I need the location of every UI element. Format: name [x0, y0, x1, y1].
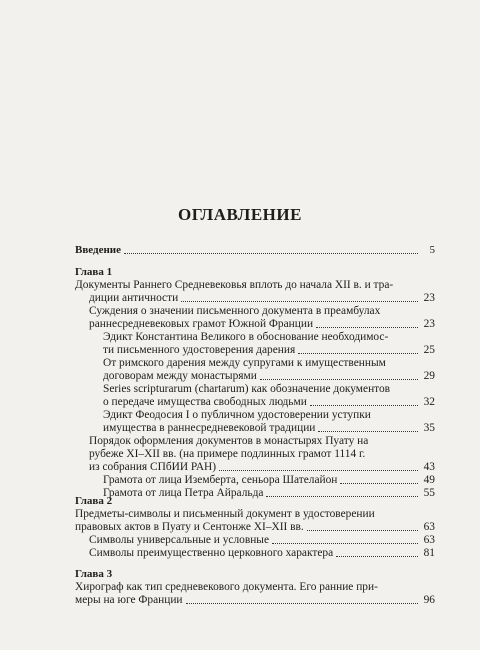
chapter-title-line: Предметы-символы и письменный документ в удостоверении: [75, 508, 375, 520]
chapter-heading: Глава 2: [75, 495, 113, 507]
entry-label: диции античности: [89, 292, 179, 304]
page-number: 81: [423, 547, 435, 559]
toc-entry: [75, 244, 435, 257]
toc-entry: [75, 344, 435, 357]
dot-leader: [316, 327, 418, 328]
page-title: ОГЛАВЛЕНИЕ: [178, 205, 302, 224]
entry-label: Символы универсальные и условные: [89, 534, 270, 546]
page-number: 29: [423, 370, 435, 382]
page-number: 32: [423, 396, 435, 408]
toc-entry: [75, 547, 435, 560]
dot-leader: [336, 556, 418, 557]
toc-chapter-1: [75, 266, 435, 500]
section-line: Series scripturarum (chartarum) как обозначение документов: [103, 383, 391, 395]
page-number: 63: [423, 521, 435, 533]
dot-leader: [307, 530, 418, 531]
section-line: От римского дарения между супругами к имущественным: [103, 357, 386, 369]
entry-label: ти письменного удостоверения дарения: [103, 344, 296, 356]
dot-leader: [298, 353, 418, 354]
entry-label: правовых актов в Пуату и Сентонже XI–XII вв.: [75, 521, 304, 533]
page-number: 23: [423, 318, 435, 330]
dot-leader: [186, 603, 418, 604]
dot-leader: [219, 470, 418, 471]
toc-entry: [75, 521, 435, 534]
entry-label: Грамота от лица Петра Айральда: [103, 487, 264, 499]
dot-leader: [124, 253, 418, 254]
dot-leader: [310, 405, 418, 406]
chapter-heading: Глава 3: [75, 568, 113, 580]
section-line: Суждения о значении письменного документа в преамбулах: [89, 305, 381, 317]
page-number: 55: [423, 487, 435, 499]
toc-entry: [75, 474, 435, 487]
toc-intro: [75, 244, 435, 257]
dot-leader: [181, 301, 418, 302]
dot-leader: [318, 431, 418, 432]
dot-leader: [260, 379, 418, 380]
toc-entry: [75, 534, 435, 547]
section-line: Эдикт Феодосия I о публичном удостоверении уступки: [103, 409, 371, 421]
page-number: 63: [423, 534, 435, 546]
toc-entry: [75, 370, 435, 383]
dot-leader: [272, 543, 418, 544]
page-number: 35: [423, 422, 435, 434]
entry-label: Символы преимущественно церковного характера: [89, 547, 334, 559]
page-number: 23: [423, 292, 435, 304]
toc-entry: [75, 594, 435, 607]
toc-chapter-2: [75, 495, 435, 560]
toc-entry: [75, 461, 435, 474]
toc-entry: [75, 422, 435, 435]
page-number: 43: [423, 461, 435, 473]
page-number: 25: [423, 344, 435, 356]
entry-label: меры на юге Франции: [75, 594, 183, 606]
toc-entry: [75, 292, 435, 305]
section-line: рубеже XI–XII вв. (на примере подлинных грамот 1114 г.: [89, 448, 366, 460]
toc-chapter-3: [75, 568, 435, 607]
page-number: 96: [423, 594, 435, 606]
entry-label: о передаче имущества свободных людьми: [103, 396, 307, 408]
entry-label: договорам между монастырями: [103, 370, 257, 382]
chapter-title-line: Хирограф как тип средневекового документа. Его ранние при-: [75, 581, 378, 593]
section-line: Порядок оформления документов в монастырях Пуату на: [89, 435, 369, 447]
page-number: 5: [429, 244, 435, 256]
dot-leader: [340, 483, 418, 484]
section-line: Эдикт Константина Великого в обоснование необходимос-: [103, 331, 389, 343]
entry-label: Грамота от лица Иземберта, сеньора Шателайон: [103, 474, 338, 486]
page-number: 49: [423, 474, 435, 486]
chapter-title-line: Документы Раннего Средневековья вплоть до начала XII в. и тра-: [75, 279, 394, 291]
toc-entry: [75, 318, 435, 331]
entry-label: раннесредневековых грамот Южной Франции: [89, 318, 314, 330]
toc-entry: [75, 396, 435, 409]
chapter-heading: Глава 1: [75, 266, 113, 278]
entry-label: имущества в раннесредневековой традиции: [103, 422, 316, 434]
entry-label: Введение: [75, 244, 122, 256]
entry-label: из собрания СПбИИ РАН): [89, 461, 217, 473]
